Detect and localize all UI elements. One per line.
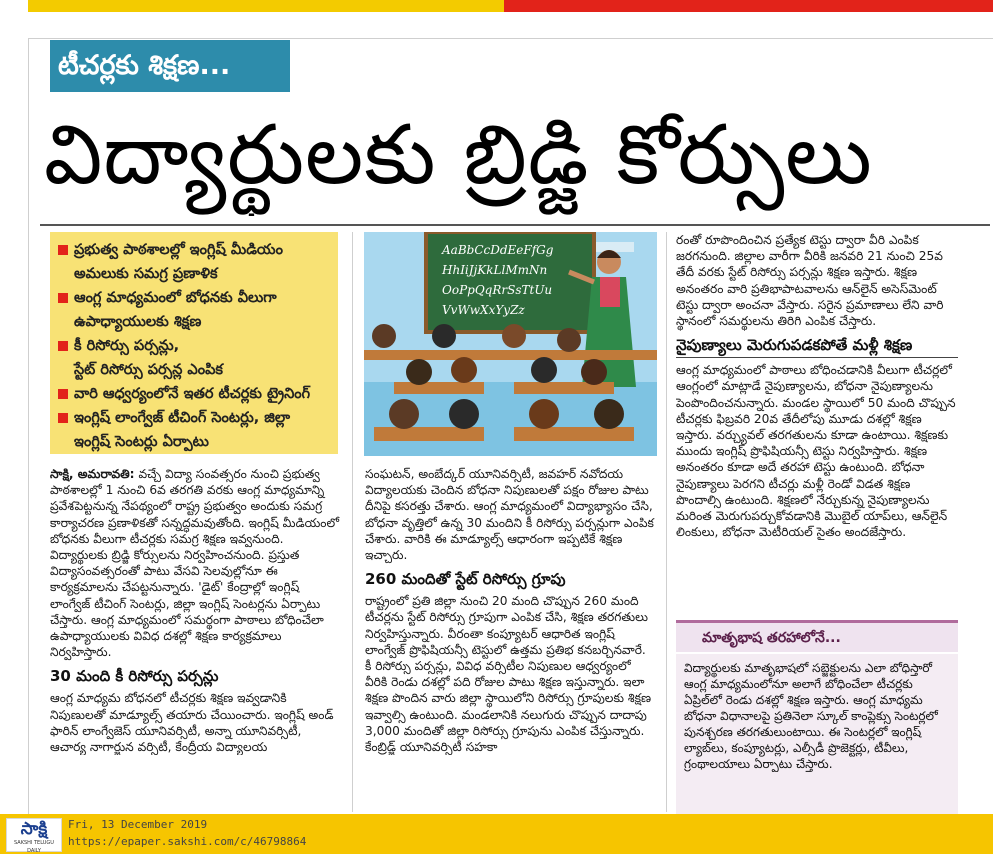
subheading: 260 మందితో స్టేట్ రిసోర్సు గ్రూపు [365, 570, 566, 589]
paragraph: ఆంగ్ల మాధ్యమ బోధనలో టీచర్లకు శిక్షణ ఇవ్వడానికి నిపుణులతో మాడ్యూల్స్ తయారు చేయించారు. ఇంగ్లిష్ అండ్ ఫారిన్ లాంగ్వేజెస్ యూనివర్సిటీ, అన్నా యూనివర్సిటీ, ఆచార్య నాగార్జున వర్సిటీ, కేంద్రీయ విద్యాలయ [50, 691, 334, 755]
footer-date: Fri, 13 December 2019 [68, 818, 208, 831]
subheading: నైపుణ్యాలు మెరుగుపడకపోతే మళ్లీ శిక్షణ [676, 335, 958, 358]
board-line-2: HhIiJjKkLlMmNn [442, 263, 548, 277]
article-column-2 [365, 466, 655, 755]
highlight-item [58, 406, 332, 454]
board-line-1: AaBbCcDdEeFfGg [442, 243, 554, 257]
classroom-illustration [364, 232, 657, 456]
logo-subtext: SAKSHI TELUGU DAILY [14, 840, 54, 854]
highlight-item [58, 238, 332, 286]
footer-url[interactable]: https://epaper.sakshi.com/c/46798864 [68, 835, 307, 848]
highlights-box [50, 232, 338, 454]
highlight-text: ఆంగ్ల మాధ్యమంలో బోధనకు వీలుగా ఉపాధ్యాయులకు శిక్షణ [74, 290, 277, 330]
bullet-icon [58, 413, 68, 423]
highlight-text: ఇంగ్లిష్ లాంగ్వేజ్ టీచింగ్ సెంటర్లు, జిల్లా ఇంగ్లిష్ సెంటర్లు ఏర్పాటు [74, 410, 291, 450]
column-divider [666, 232, 667, 812]
highlight-item [58, 334, 332, 382]
highlight-text: వారి ఆధ్వర్యంలోనే ఇతర టీచర్లకు ట్రైనింగ్ [74, 386, 311, 402]
sakshi-logo[interactable] [6, 818, 62, 852]
paragraph [50, 466, 340, 660]
board-line-4: VvWwXxYyZz [442, 303, 525, 317]
paragraph: సంఘటన్, అంబేద్కర్ యూనివర్సిటీ, జవహర్ నవోదయ విద్యాలయకు చెందిన బోధనా నిపుణులతో పక్షం రోజుల పాటు దీనిపై కసరత్తు చేశారు. ఆంగ్ల మాధ్యమంలో విద్యాభ్యాసం చేసి, బోధనా వృత్తిలో ఉన్న 30 మందిని కీ రిసోర్సు పర్సన్లుగా ఎంపిక చేశారు. వారికి ఈ మాడ్యూల్స్ ఆధారంగా ఇప్పటికే శిక్షణ ఇచ్చారు. [365, 467, 654, 563]
board-line-3: OoPpQqRrSsTtUu [442, 283, 553, 297]
paragraph: రంతో రూపొందించిన ప్రత్యేక టెస్టు ద్వారా వీరి ఎంపిక జరగనుంది. జిల్లాల వారీగా వీరికి జనవరి 21 నుంచి 25వ తేదీ వరకు స్టేట్ రిసోర్సు పర్సన్లు శిక్షణ ఇస్తారు. శిక్షణ అనంతరం వారి ప్రతిభాపాటవాలను ఆన్‌లైన్ అసెస్‌మెంట్ టెస్టు ద్వారా అంచనా వేస్తారు. సరైన ప్రమాణాలు లేని వారి స్థానంలో సమర్థులను తిరిగి ఎంపిక చేస్తారు. [676, 233, 944, 329]
column-divider [352, 232, 353, 812]
bullet-icon [58, 389, 68, 399]
article-column-3 [676, 232, 958, 612]
headline: విద్యార్థులకు బ్రిడ్జి కోర్సులు [44, 108, 873, 203]
highlight-item [58, 286, 332, 334]
subheading: 30 మంది కీ రిసోర్సు పర్సన్లు [50, 667, 219, 686]
paragraph: రాష్ట్రంలో ప్రతి జిల్లా నుంచి 20 మంది చొప్పున 260 మంది టీచర్లను స్టేట్ రిసోర్సు గ్రూపుగా ఎంపిక చేసి, శిక్షణ తరగతులు నిర్వహిస్తున్నారు. వీరంతా కంప్యూటర్ ఆధారిత ఇంగ్లిష్ లాంగ్వేజ్ ప్రొఫిషియన్సీ టెస్టులో ఉత్తమ ప్రతిభ కనబర్చినవారే. కీ రిసోర్సు పర్సన్లు, వివిధ వర్సిటీల నిపుణుల ఆధ్వర్యంలో వీరికి రెండు దశల్లో పది రోజుల పాటు శిక్షణ ఇస్తున్నారు. ఇలా శిక్షణ పొందిన వారు జిల్లా స్థాయిలోని రిసోర్సు గ్రూపులకు శిక్షణ ఇవ్వాల్సి ఉంటుంది. మండలానికి నలుగురు చొప్పున దాదాపు 3,000 మందితో జిల్లా రిసోర్సు గ్రూపును ఎంపిక చేస్తున్నారు. కేంబ్రిడ్జ్ యూనివర్సిటీ సహకా [365, 594, 652, 755]
highlight-text: ప్రభుత్వ పాఠశాలల్లో ఇంగ్లిష్ మీడియం అమలుకు సమగ్ర ప్రణాళిక [74, 242, 283, 282]
footer-info [68, 816, 306, 850]
highlight-item [58, 382, 332, 406]
kicker-label: టీచర్లకు శిక్షణ... [50, 40, 290, 92]
top-color-bar [0, 0, 993, 18]
highlight-text: కీ రిసోర్సు పర్సన్లు, స్టేట్ రిసోర్సు పర్సన్ల ఎంపిక [74, 338, 223, 378]
headline-rule [40, 224, 990, 226]
byline: సాక్షి, అమరావతి: [50, 467, 135, 481]
paragraph-text: వచ్చే విద్యా సంవత్సరం నుంచి ప్రభుత్వ పాఠశాలల్లో 1 నుంచి 6వ తరగతి వరకు ఆంగ్ల మాధ్యమాన్ని ప్రవేశపెట్టనున్న నేపథ్యంలో రాష్ట్ర ప్రభుత్వం అందుకు సమగ్ర కార్యాచరణ ప్రణాళికతో సన్నద్ధమవుతోంది. ఇంగ్లిష్ మీడియంలో బోధనకు వీలుగా టీచర్లకు సమగ్ర శిక్షణ ఇవ్వనుంది. విద్యార్థులకు బ్రిడ్జి కోర్సులను నిర్వహించనుంది. ప్రస్తుత విద్యాసంవత్సరంతో పాటు వేసవి సెలవుల్లోనూ ఈ కార్యక్రమాలను చేపట్టనున్నారు. 'డైట్' కేంద్రాల్లో ఇంగ్లిష్ లాంగ్వేజ్ టీచింగ్ సెంటర్లు, జిల్లా ఇంగ్లిష్ సెంటర్లను ఏర్పాటు చేస్తారు. ఆంగ్ల మాధ్యమంలో సమర్థంగా పాఠాలు బోధించేలా ఉపాధ్యాయులకు వివిధ దశల్లో శిక్షణ కార్యక్రమాలు నిర్వహిస్తారు. [50, 467, 339, 660]
bullet-icon [58, 341, 68, 351]
paragraph: ఆంగ్ల మాధ్యమంలో పాఠాలు బోధించడానికి వీలుగా టీచర్లలో ఆంగ్లంలో మాట్లాడే నైపుణ్యాలను, బోధనా నైపుణ్యాలను పెంపొందించనున్నారు. మండల స్థాయిలో 50 మంది చొప్పున టీచర్లకు ఫిబ్రవరి 20వ తేదీలోపు మూడు దశల్లో శిక్షణ ఇస్తారు. వర్చ్యువల్ తరగతులను కూడా ఉంటాయి. శిక్షణకు ముందు ఇంగ్లిష్ ప్రొఫిషియన్సీ టెస్టు నిర్వహిస్తారు. శిక్షణ అనంతరం కూడా అదే తరహా టెస్టు ఉంటుంది. బోధనా నైపుణ్యాలు పెరగని టీచర్లు మళ్లీ రెండో విడత శిక్షణ పొందాల్సి ఉంటుంది. శిక్షణలో నేర్చుకున్న నైపుణ్యాలను మరింత మెరుగుపర్చుకోవడానికి మొబైల్ యాప్‌లు, ఆన్‌లైన్ లింకులు, బోధనా మెటీరియల్ సైతం అందజేస్తారు. [676, 363, 956, 540]
top-bar-red [504, 0, 993, 12]
article-column-1 [50, 466, 340, 755]
logo-text: సాక్షి [20, 819, 48, 839]
sidebox-body: విద్యార్థులకు మాతృభాషలో సబ్జెక్టులను ఎలా బోధిస్తారో ఆంగ్ల మాధ్యమంలోనూ అలాగే బోధించేలా టీచర్లకు ఏప్రిల్‌లో రెండు దశల్లో శిక్షణ ఇస్తారు. ఆంగ్ల మాధ్యమ బోధనా విధానాలపై ప్రతినెలా స్కూల్ కాంప్లెక్సు సెంటర్లలో పునశ్చరణ తరగతులుంటాయి. ఈ సెంటర్లలో ఇంగ్లిష్ ల్యాబ్‌లు, కంప్యూటర్లు, ఎల్సీడీ ప్రొజెక్టర్లు, టీవీలు, గ్రంథాలయాలు ఏర్పాటు చేస్తారు. [676, 654, 958, 814]
bullet-icon [58, 245, 68, 255]
bullet-icon [58, 293, 68, 303]
sidebox-title: మాతృభాష తరహాలోనే... [676, 620, 958, 652]
top-bar-yellow [28, 0, 504, 12]
